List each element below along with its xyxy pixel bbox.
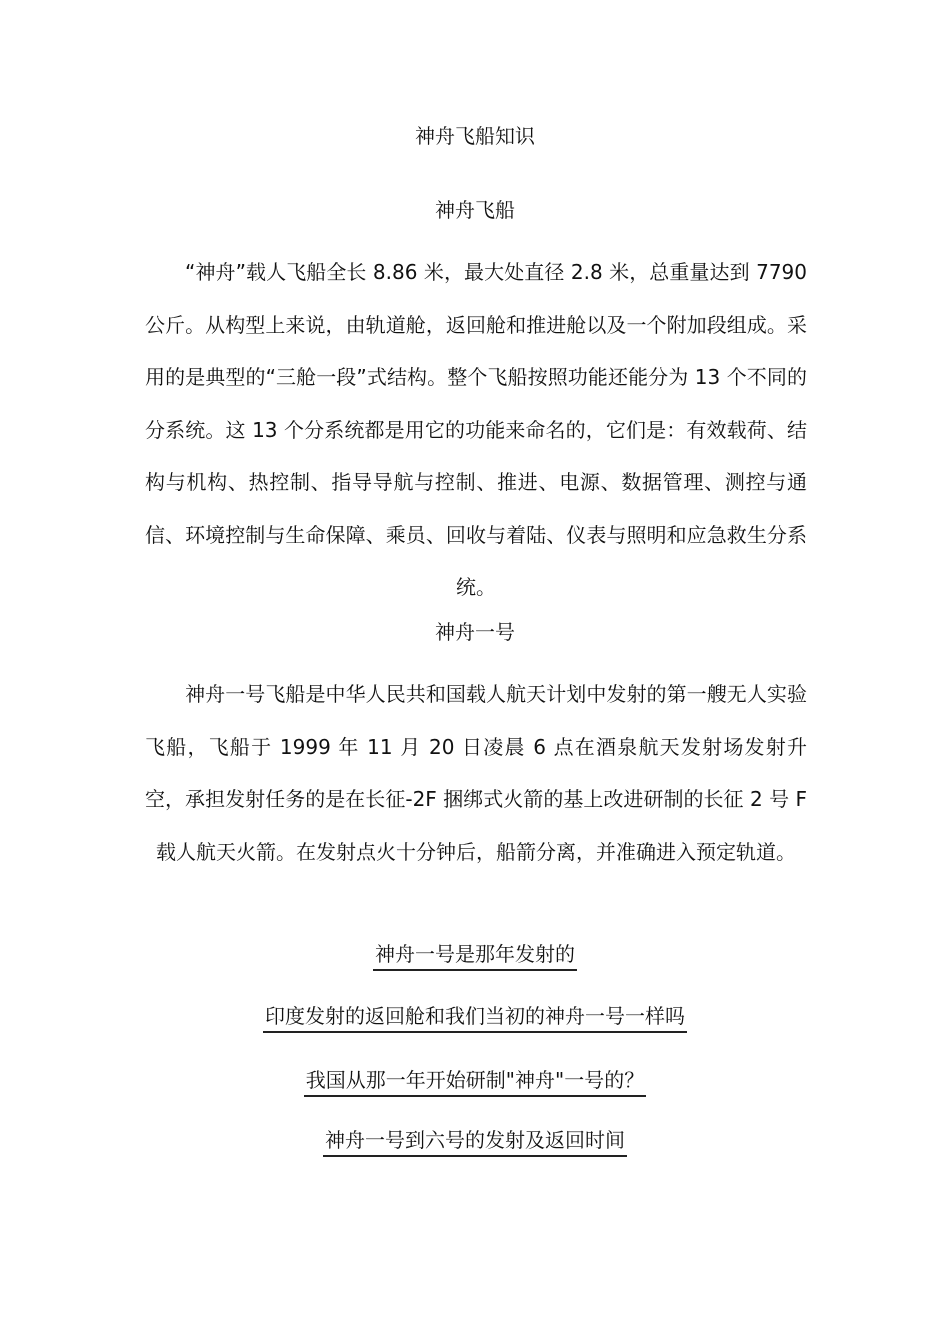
document-title: 神舟飞船知识 bbox=[415, 124, 535, 148]
related-link-item bbox=[0, 1066, 950, 1094]
related-link-4[interactable]: 神舟一号到六号的发射及返回时间 bbox=[323, 1128, 627, 1157]
section-body-spacecraft-text: “神舟”载人飞船全长 8.86 米，最大处直径 2.8 米，总重量达到 7790 公斤。从构型上来说，由轨道舱，返回舱和推进舱以及一个附加段组成。采用的是典型的“三舱一段”式结构。整个飞船按照功能还能分为 13 个不同的分系统。这 13 个分系统都是用它的功能来命名的，它们是：有效载荷、结构与机构、热控制、指导导航与控制、推进、电源、数据管理、测控与通信、环境控制与生命保障、乘员、回收与着陆、仪表与照明和应急救生分系统。 bbox=[145, 260, 807, 599]
section-heading-shenzhou-1: 神舟一号 bbox=[435, 620, 515, 644]
related-link-item bbox=[0, 1002, 950, 1030]
related-link-3[interactable]: 我国从那一年开始研制"神舟"一号的？ bbox=[304, 1068, 646, 1097]
section-body-shenzhou-1 bbox=[145, 668, 807, 878]
section-body-shenzhou-1-text: 神舟一号飞船是中华人民共和国载人航天计划中发射的第一艘无人实验飞船，飞船于 1999 年 11 月 20 日凌晨 6 点在酒泉航天发射场发射升空，承担发射任务的是在长征-2F 捆绑式火箭的基上改进研制的长征 2 号 F 载人航天火箭。在发射点火十分钟后，船箭分离，并准确进入预定轨道。 bbox=[145, 682, 807, 864]
section-heading-spacecraft: 神舟飞船 bbox=[435, 198, 515, 222]
related-link-item bbox=[0, 940, 950, 968]
section-body-spacecraft bbox=[145, 246, 807, 614]
related-link-item bbox=[0, 1126, 950, 1154]
related-link-1[interactable]: 神舟一号是那年发射的 bbox=[373, 942, 577, 971]
related-link-2[interactable]: 印度发射的返回舱和我们当初的神舟一号一样吗 bbox=[263, 1004, 687, 1033]
